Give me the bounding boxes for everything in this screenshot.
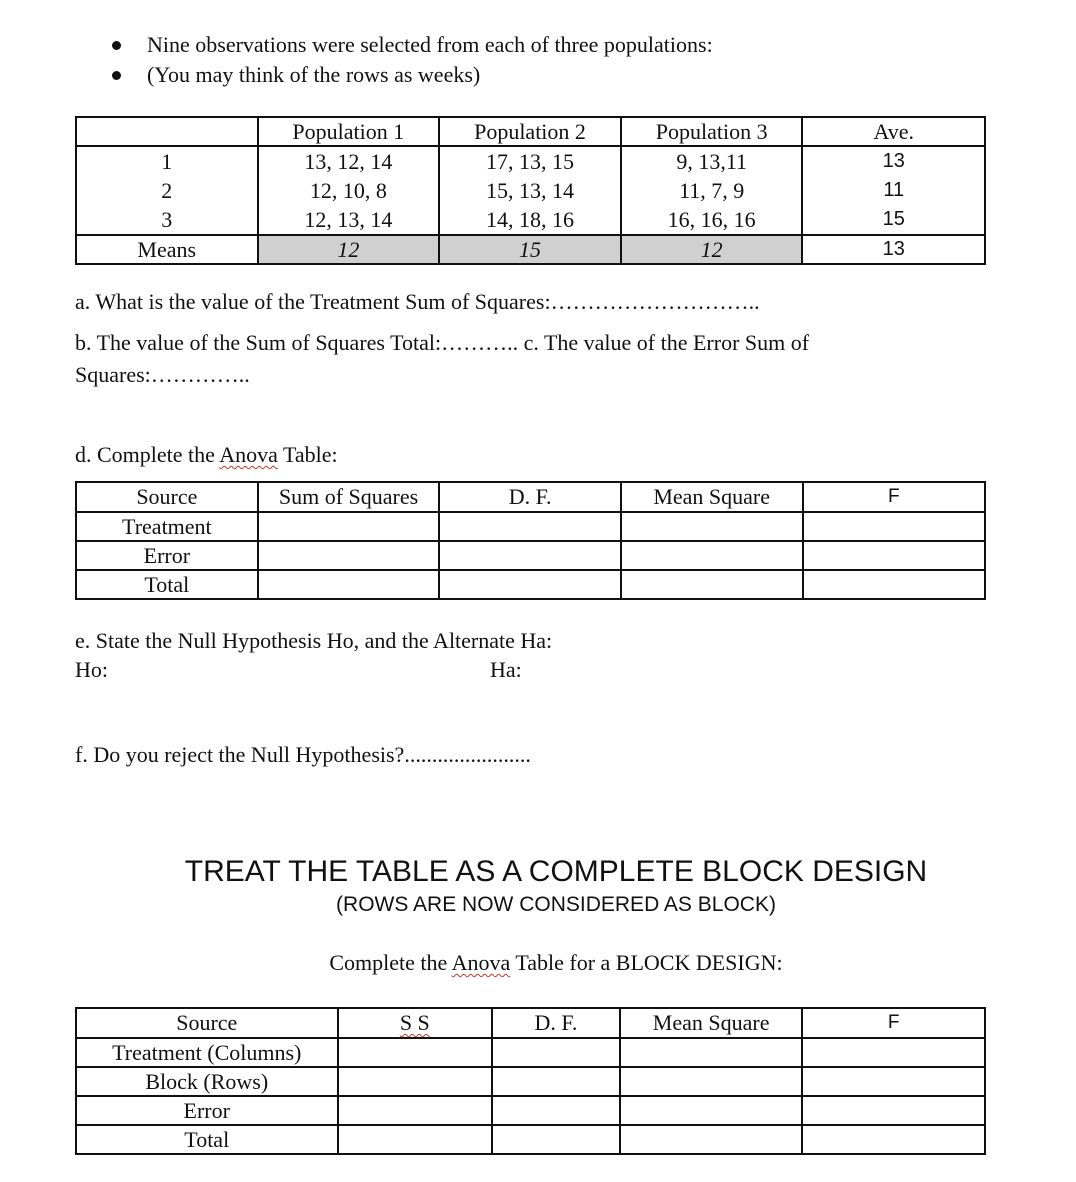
header-cell: D. F. — [439, 482, 621, 512]
week-column — [76, 146, 258, 235]
answer-cell[interactable] — [621, 570, 803, 599]
answer-cell[interactable] — [802, 1067, 985, 1096]
answer-cell[interactable] — [492, 1038, 620, 1067]
population-1-column — [258, 146, 440, 235]
header-cell: F — [802, 1008, 985, 1038]
answer-cell[interactable] — [338, 1067, 493, 1096]
anova-header-row — [76, 482, 985, 512]
answer-cell[interactable] — [802, 1096, 985, 1125]
source-label: Block (Rows) — [76, 1067, 338, 1096]
header-cell — [338, 1008, 493, 1038]
source-label: Error — [76, 541, 258, 570]
answer-cell[interactable] — [338, 1038, 493, 1067]
alternate-hypothesis-label: Ha: — [490, 657, 522, 682]
means-row — [76, 235, 985, 264]
header-cell: Mean Square — [621, 482, 803, 512]
header-cell: Population 3 — [621, 117, 803, 146]
table-cell: 12, 13, 14 — [304, 207, 393, 232]
header-cell: Source — [76, 482, 258, 512]
answer-cell[interactable] — [802, 1125, 985, 1154]
answer-cell[interactable] — [802, 1038, 985, 1067]
answer-cell[interactable] — [258, 570, 440, 599]
table-cell: 15, 13, 14 — [486, 178, 574, 203]
block-design-title: TREAT THE TABLE AS A COMPLETE BLOCK DESIGN — [184, 855, 928, 888]
header-cell: Population 2 — [439, 117, 621, 146]
mean-cell: 13 — [802, 235, 985, 264]
answer-cell[interactable] — [439, 512, 621, 541]
population-3-column — [621, 146, 803, 235]
instruction-prefix: Complete the — [329, 950, 452, 975]
header-cell — [76, 117, 258, 146]
answer-cell[interactable] — [338, 1096, 493, 1125]
answer-cell[interactable] — [258, 541, 440, 570]
table-row — [76, 1038, 985, 1067]
header-cell: Population 1 — [258, 117, 440, 146]
answer-cell[interactable] — [621, 512, 803, 541]
table-cell: 9, 13,11 — [676, 149, 747, 174]
answer-cell[interactable] — [492, 1125, 620, 1154]
answer-cell[interactable] — [492, 1096, 620, 1125]
table-cell: 13, 12, 14 — [304, 149, 393, 174]
table-cell: 1 — [161, 149, 173, 174]
table-cell: 17, 13, 15 — [486, 149, 574, 174]
question-d — [75, 442, 338, 468]
anova-table — [75, 481, 986, 600]
bullet-dot-icon — [112, 71, 121, 80]
source-label: Total — [76, 1125, 338, 1154]
answer-cell[interactable] — [439, 570, 621, 599]
anova-word: Anova — [219, 442, 278, 467]
block-design-instruction — [0, 950, 1076, 976]
anova-header-row — [76, 1008, 985, 1038]
answer-cell[interactable] — [258, 512, 440, 541]
answer-cell[interactable] — [620, 1038, 803, 1067]
intro-bullets — [112, 30, 713, 90]
table-row — [76, 512, 985, 541]
table-cell: 12, 10, 8 — [309, 178, 387, 203]
null-hypothesis-label: Ho: — [75, 657, 108, 682]
table-cell: 13 — [882, 150, 905, 172]
source-label: Treatment — [76, 512, 258, 541]
table-cell: 11 — [883, 179, 905, 201]
bullet-dot-icon — [112, 41, 121, 50]
header-cell: Ave. — [802, 117, 985, 146]
bullet-item — [112, 60, 713, 90]
means-label: Means — [76, 235, 258, 264]
table-cell: 2 — [161, 178, 173, 203]
block-design-subtitle: (ROWS ARE NOW CONSIDERED AS BLOCK) — [336, 893, 776, 916]
intro-line-1: Nine observations were selected from each of three populations: — [147, 32, 713, 57]
answer-cell[interactable] — [338, 1125, 493, 1154]
header-cell: Source — [76, 1008, 338, 1038]
table-cell: 3 — [161, 207, 173, 232]
answer-cell[interactable] — [803, 541, 986, 570]
question-b-c: b. The value of the Sum of Squares Total:……….. c. The value of the Error Sum of — [75, 330, 810, 355]
answer-cell[interactable] — [492, 1067, 620, 1096]
instruction-suffix: Table for a BLOCK DESIGN: — [510, 950, 783, 975]
source-label: Treatment (Columns) — [76, 1038, 338, 1067]
answer-cell[interactable] — [620, 1067, 803, 1096]
question-e: e. State the Null Hypothesis Ho, and the Alternate Ha: — [75, 628, 553, 653]
question-d-suffix: Table: — [277, 442, 338, 467]
average-column — [802, 146, 985, 235]
block-anova-table — [75, 1007, 986, 1155]
question-a: a. What is the value of the Treatment Sum of Squares:……………………….. — [75, 289, 760, 314]
answer-cell[interactable] — [803, 512, 986, 541]
table-cell: 14, 18, 16 — [486, 207, 574, 232]
table-cell: 11, 7, 9 — [679, 178, 745, 203]
source-label: Total — [76, 570, 258, 599]
ss-header: S S — [399, 1010, 430, 1035]
question-f: f. Do you reject the Null Hypothesis?....................... — [75, 742, 531, 767]
answer-cell[interactable] — [803, 570, 986, 599]
answer-cell[interactable] — [620, 1125, 803, 1154]
bullet-item — [112, 30, 713, 60]
table-row — [76, 541, 985, 570]
mean-cell: 12 — [621, 235, 803, 264]
answer-cell[interactable] — [620, 1096, 803, 1125]
table-row — [76, 570, 985, 599]
mean-cell: 12 — [258, 235, 440, 264]
header-cell: Mean Square — [620, 1008, 803, 1038]
table-data-rows — [76, 146, 985, 235]
mean-cell: 15 — [439, 235, 621, 264]
header-cell: D. F. — [492, 1008, 620, 1038]
table-row — [76, 1096, 985, 1125]
answer-cell[interactable] — [621, 541, 803, 570]
table-cell: 16, 16, 16 — [667, 207, 756, 232]
table-cell: 15 — [882, 208, 905, 230]
population-2-column — [439, 146, 621, 235]
source-label: Error — [76, 1096, 338, 1125]
table-row — [76, 1125, 985, 1154]
table-row — [76, 1067, 985, 1096]
header-cell: Sum of Squares — [258, 482, 440, 512]
header-cell: F — [803, 482, 986, 512]
observations-table — [75, 116, 986, 265]
anova-word: Anova — [451, 950, 511, 975]
answer-cell[interactable] — [439, 541, 621, 570]
intro-line-2: (You may think of the rows as weeks) — [147, 62, 481, 87]
question-c-continued: Squares:………….. — [75, 362, 250, 387]
question-d-prefix: d. Complete the — [75, 442, 220, 467]
table-header-row — [76, 117, 985, 146]
